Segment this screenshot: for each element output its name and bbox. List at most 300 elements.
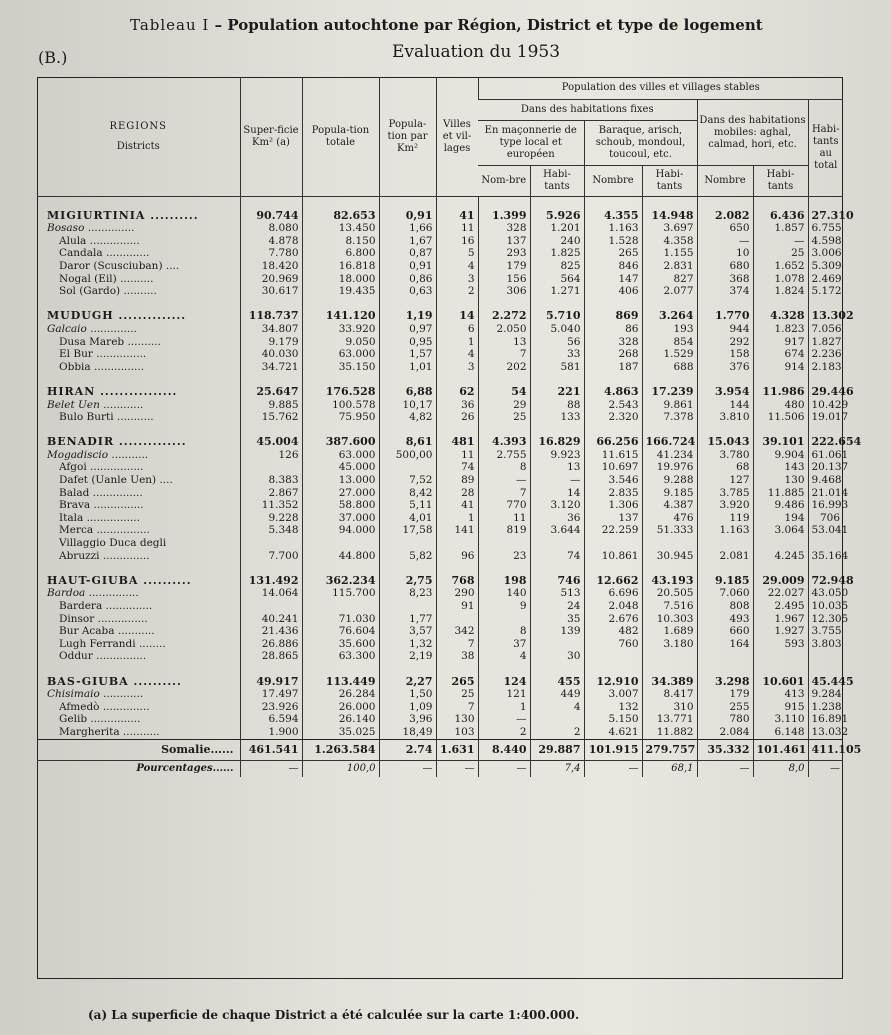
table-cell <box>642 537 697 550</box>
table-cell: 869 <box>584 310 642 323</box>
header-nombre-3: Nombre <box>697 166 753 197</box>
table-cell: 1,50 <box>379 688 436 701</box>
table-row-district <box>37 336 843 349</box>
table-cell: 5,11 <box>379 499 436 512</box>
table-cell: 137 <box>478 235 530 248</box>
table-cell <box>584 562 642 575</box>
table-cell: 137 <box>584 512 642 525</box>
table-cell: 72.948 <box>808 575 843 588</box>
table-cell: 14.948 <box>642 210 697 223</box>
row-label: Lugh Ferrandi ........ <box>59 637 166 650</box>
table-cell: 1.529 <box>642 348 697 361</box>
table-cell: 240 <box>530 235 584 248</box>
table-row-region <box>37 436 843 449</box>
table-cell: 265 <box>584 247 642 260</box>
table-cell: — <box>753 235 808 248</box>
table-row-district <box>37 499 843 512</box>
row-label: El Bur ............... <box>59 348 147 361</box>
table-cell <box>302 663 379 676</box>
header-nombre-2: Nombre <box>584 166 642 197</box>
table-cell: 18,49 <box>379 726 436 739</box>
header-villes: Villes et vil-lages <box>436 77 478 197</box>
table-cell: 9.486 <box>753 499 808 512</box>
table-cell: 0,91 <box>379 260 436 273</box>
table-cell: 68 <box>697 461 753 474</box>
table-cell <box>697 197 753 210</box>
table-cell: 1.238 <box>808 701 843 714</box>
row-label: Balad ............... <box>59 486 143 499</box>
table-cell: 2,27 <box>379 676 436 689</box>
row-label: Bulo Burti ........... <box>59 411 154 424</box>
table-cell: 17.497 <box>240 688 302 701</box>
table-cell: 9.050 <box>302 336 379 349</box>
row-label: Mogadiscio ........... <box>47 448 149 461</box>
table-cell: — <box>379 760 436 777</box>
row-label: HAUT-GIUBA .......... <box>47 573 192 587</box>
table-cell: 279.757 <box>642 739 697 760</box>
table-cell: 9.284 <box>808 688 843 701</box>
table-cell: 12.305 <box>808 613 843 626</box>
table-cell: 101.915 <box>584 739 642 760</box>
row-label: Dusa Mareb .......... <box>59 335 161 348</box>
table-cell: 6.148 <box>753 726 808 739</box>
table-cell: 1.201 <box>530 222 584 235</box>
table-cell: 846 <box>584 260 642 273</box>
table-cell: 21.014 <box>808 487 843 500</box>
table-cell: 147 <box>584 273 642 286</box>
table-cell: 2.077 <box>642 285 697 298</box>
table-cell: 202 <box>478 361 530 374</box>
table-cell <box>808 663 843 676</box>
table-cell: 481 <box>436 436 478 449</box>
table-cell: 38 <box>436 650 478 663</box>
table-cell: 9 <box>478 600 530 613</box>
table-cell: 45.004 <box>240 436 302 449</box>
table-cell <box>642 197 697 210</box>
table-cell: 10.429 <box>808 399 843 412</box>
table-cell: 24 <box>530 600 584 613</box>
table-row-district <box>37 235 843 248</box>
table-cell: 5.172 <box>808 285 843 298</box>
table-cell: 8.080 <box>240 222 302 235</box>
table-cell: 8 <box>478 625 530 638</box>
table-cell: 115.700 <box>302 587 379 600</box>
table-cell: 455 <box>530 676 584 689</box>
row-label: Merca ................ <box>59 524 150 537</box>
table-cell: 7.780 <box>240 247 302 260</box>
row-label: Abruzzi .............. <box>59 549 150 562</box>
table-cell <box>808 650 843 663</box>
table-cell: 4 <box>478 650 530 663</box>
table-cell: 4.598 <box>808 235 843 248</box>
table-cell: 26.140 <box>302 713 379 726</box>
table-cell: — <box>240 760 302 777</box>
table-cell <box>530 663 584 676</box>
table-cell <box>240 197 302 210</box>
table-row-district <box>37 613 843 626</box>
table-cell: 328 <box>584 336 642 349</box>
table-cell: 513 <box>530 587 584 600</box>
table-cell: 12.662 <box>584 575 642 588</box>
table-cell: 130 <box>753 474 808 487</box>
table-cell: 58.800 <box>302 499 379 512</box>
table-row-spacer <box>37 562 843 575</box>
table-cell: 342 <box>436 625 478 638</box>
table-cell: 3,57 <box>379 625 436 638</box>
table-cell: 10 <box>697 247 753 260</box>
table-cell: 7,4 <box>530 760 584 777</box>
table-cell: 1.927 <box>753 625 808 638</box>
table-cell: 917 <box>753 336 808 349</box>
table-row-district <box>37 600 843 613</box>
table-cell: 26 <box>436 411 478 424</box>
table-cell: 36 <box>530 512 584 525</box>
table-row-region <box>37 386 843 399</box>
table-cell: 746 <box>530 575 584 588</box>
row-label: Obbia ............... <box>59 360 145 373</box>
table-cell: 141.120 <box>302 310 379 323</box>
table-cell: 1,19 <box>379 310 436 323</box>
table-cell <box>240 537 302 550</box>
table-cell: 22.259 <box>584 524 642 537</box>
table-cell <box>240 461 302 474</box>
table-cell: 35.600 <box>302 638 379 651</box>
table-cell <box>379 537 436 550</box>
table-cell <box>753 663 808 676</box>
table-cell: 768 <box>436 575 478 588</box>
table-cell: 1 <box>436 336 478 349</box>
table-cell: 11.885 <box>753 487 808 500</box>
table-cell: 2.082 <box>697 210 753 223</box>
table-cell: 19.976 <box>642 461 697 474</box>
table-cell: 27.000 <box>302 487 379 500</box>
row-label: Galcaio .............. <box>47 322 137 335</box>
table-cell: 56 <box>530 336 584 349</box>
table-cell <box>240 663 302 676</box>
table-cell: 13.771 <box>642 713 697 726</box>
row-label: Nogal (Eil) .......... <box>59 272 154 285</box>
table-cell: 4 <box>436 260 478 273</box>
table-cell: 1.263.584 <box>302 739 379 760</box>
table-cell: 3.007 <box>584 688 642 701</box>
table-cell: 124 <box>478 676 530 689</box>
table-cell: — <box>436 760 478 777</box>
table-cell: 411.105 <box>808 739 843 760</box>
row-label <box>37 562 240 575</box>
table-row-district <box>37 650 843 663</box>
table-row-district <box>37 361 843 374</box>
table-cell: 7.060 <box>697 587 753 600</box>
table-cell: 5.040 <box>530 323 584 336</box>
table-row-region <box>37 575 843 588</box>
table-cell <box>478 537 530 550</box>
table-cell: 21.436 <box>240 625 302 638</box>
table-cell: 461.541 <box>240 739 302 760</box>
header-nombre: Nom-bre <box>478 166 530 197</box>
table-cell: 2.272 <box>478 310 530 323</box>
table-cell: 5 <box>436 247 478 260</box>
table-cell: 650 <box>697 222 753 235</box>
table-row-district <box>37 638 843 651</box>
table-cell: 23 <box>478 550 530 563</box>
table-row-district <box>37 273 843 286</box>
row-label <box>37 663 240 676</box>
table-cell: 30.617 <box>240 285 302 298</box>
table-cell: 825 <box>530 260 584 273</box>
table-cell: 17.239 <box>642 386 697 399</box>
table-cell: 141 <box>436 524 478 537</box>
table-cell: 0,95 <box>379 336 436 349</box>
table-cell: 43.050 <box>808 587 843 600</box>
table-cell: 68,1 <box>642 760 697 777</box>
table-cell: 11.506 <box>753 411 808 424</box>
table-cell: 3.006 <box>808 247 843 260</box>
table-row-capital <box>37 399 843 412</box>
table-row-pct <box>37 760 843 777</box>
table-cell: 37.000 <box>302 512 379 525</box>
table-cell: 10.303 <box>642 613 697 626</box>
header-superficie: Super-ficie Km² (a) <box>240 77 302 197</box>
table-cell: 36 <box>436 399 478 412</box>
table-row-district <box>37 713 843 726</box>
table-cell: 20.505 <box>642 587 697 600</box>
table-cell: 37 <box>478 638 530 651</box>
table-cell: 8.383 <box>240 474 302 487</box>
table-cell: 4.387 <box>642 499 697 512</box>
table-cell: 2.050 <box>478 323 530 336</box>
table-cell: 1.399 <box>478 210 530 223</box>
table-row-district <box>37 260 843 273</box>
header-districts-label: Districts <box>116 140 160 152</box>
row-label: HIRAN ................ <box>47 384 178 398</box>
table-cell: 9.904 <box>753 449 808 462</box>
table-cell <box>436 197 478 210</box>
table-cell: 4.328 <box>753 310 808 323</box>
table-cell: 100.578 <box>302 399 379 412</box>
table-cell: 293 <box>478 247 530 260</box>
table-cell: 12.910 <box>584 676 642 689</box>
table-cell: 11.352 <box>240 499 302 512</box>
table-cell: 8,42 <box>379 487 436 500</box>
table-cell: 13 <box>530 461 584 474</box>
table-row-capital <box>37 449 843 462</box>
table-row-district <box>37 512 843 525</box>
table-cell: 9.179 <box>240 336 302 349</box>
table-cell: 2.236 <box>808 348 843 361</box>
row-label: Afmedò .............. <box>59 700 150 713</box>
table-cell: 144 <box>697 399 753 412</box>
table-cell: 30 <box>530 650 584 663</box>
table-row-district <box>37 625 843 638</box>
table-cell: 6.755 <box>808 222 843 235</box>
table-cell: 187 <box>584 361 642 374</box>
table-cell <box>302 197 379 210</box>
table-cell <box>302 600 379 613</box>
table-cell: 76.604 <box>302 625 379 638</box>
table-row-capital <box>37 222 843 235</box>
table-cell: 90.744 <box>240 210 302 223</box>
table-cell <box>379 600 436 613</box>
table-cell: 74 <box>436 461 478 474</box>
table-cell: 4 <box>530 701 584 714</box>
table-cell: 54 <box>478 386 530 399</box>
table-cell: — <box>530 474 584 487</box>
row-label: BAS-GIUBA .......... <box>47 674 182 688</box>
table-cell: 7.378 <box>642 411 697 424</box>
table-cell <box>642 663 697 676</box>
table-cell: 4.863 <box>584 386 642 399</box>
header-density: Popula-tion par Km² <box>379 77 436 197</box>
table-cell: 780 <box>697 713 753 726</box>
table-cell: 53.041 <box>808 524 843 537</box>
table-cell: 16.818 <box>302 260 379 273</box>
table-cell: 14 <box>436 310 478 323</box>
table-cell: 1.528 <box>584 235 642 248</box>
table-cell: — <box>808 760 843 777</box>
table-cell: 25 <box>478 411 530 424</box>
table-cell <box>808 537 843 550</box>
table-cell <box>436 562 478 575</box>
header-habitants: Habi-tants <box>530 166 584 197</box>
table-row-district <box>37 537 843 550</box>
table-cell: 1.827 <box>808 336 843 349</box>
table-cell: 11 <box>436 222 478 235</box>
table-cell: 265 <box>436 676 478 689</box>
table-cell: 3.780 <box>697 449 753 462</box>
table-cell: 5.309 <box>808 260 843 273</box>
table-body <box>37 197 862 777</box>
title-prefix: Tableau I <box>130 16 210 34</box>
table-cell: 3.264 <box>642 310 697 323</box>
table-cell: 3.785 <box>697 487 753 500</box>
table-cell: 7 <box>436 638 478 651</box>
table-cell: 35.164 <box>808 550 843 563</box>
table-cell: 33 <box>530 348 584 361</box>
table-cell: 13.450 <box>302 222 379 235</box>
table-cell: 62 <box>436 386 478 399</box>
table-cell: 2.831 <box>642 260 697 273</box>
table-cell: 94.000 <box>302 524 379 537</box>
table-cell: 140 <box>478 587 530 600</box>
table-cell: 9.228 <box>240 512 302 525</box>
table-cell: 34.721 <box>240 361 302 374</box>
table-cell <box>697 663 753 676</box>
table-cell: 1.825 <box>530 247 584 260</box>
table-cell: 581 <box>530 361 584 374</box>
header-total: Habi-tants au total <box>808 100 843 197</box>
table-cell: 15.762 <box>240 411 302 424</box>
table-cell: 2.469 <box>808 273 843 286</box>
table-cell: 39.101 <box>753 436 808 449</box>
table-cell: 1,01 <box>379 361 436 374</box>
table-cell: 7,52 <box>379 474 436 487</box>
table-cell: 915 <box>753 701 808 714</box>
table-cell: 121 <box>478 688 530 701</box>
table-cell: 71.030 <box>302 613 379 626</box>
table-cell: 1.900 <box>240 726 302 739</box>
table-cell: 20.969 <box>240 273 302 286</box>
table-cell: 11.882 <box>642 726 697 739</box>
table-cell: 139 <box>530 625 584 638</box>
table-cell: 290 <box>436 587 478 600</box>
table-cell: 61.061 <box>808 449 843 462</box>
table-row-district <box>37 461 843 474</box>
table-cell: 179 <box>697 688 753 701</box>
table-cell: 1.271 <box>530 285 584 298</box>
table-cell: 6.696 <box>584 587 642 600</box>
table-cell: 17,58 <box>379 524 436 537</box>
table-cell: 1,66 <box>379 222 436 235</box>
table-cell: 13.302 <box>808 310 843 323</box>
table-cell: 35.150 <box>302 361 379 374</box>
table-cell: 13 <box>478 336 530 349</box>
table-cell: 10.861 <box>584 550 642 563</box>
table-cell: 476 <box>642 512 697 525</box>
table-cell: 376 <box>697 361 753 374</box>
table-cell: 18.420 <box>240 260 302 273</box>
table-cell <box>240 600 302 613</box>
table-cell: 10.035 <box>808 600 843 613</box>
table-cell: 119 <box>697 512 753 525</box>
table-cell: 0,86 <box>379 273 436 286</box>
table-cell: 8.150 <box>302 235 379 248</box>
table-cell: 222.654 <box>808 436 843 449</box>
table-cell: 493 <box>697 613 753 626</box>
table-cell: 1.967 <box>753 613 808 626</box>
table-cell: 6,88 <box>379 386 436 399</box>
table-cell: 103 <box>436 726 478 739</box>
table-row-capital <box>37 587 843 600</box>
table-cell: 2,19 <box>379 650 436 663</box>
table-cell: 944 <box>697 323 753 336</box>
table-cell: 101.461 <box>753 739 808 760</box>
table-cell: 3 <box>436 273 478 286</box>
table-cell: 292 <box>697 336 753 349</box>
table-cell: 11.615 <box>584 449 642 462</box>
table-cell: 7 <box>478 487 530 500</box>
table-cell: 2.74 <box>379 739 436 760</box>
table-cell: 43.193 <box>642 575 697 588</box>
table-cell: 25 <box>753 247 808 260</box>
table-row-region <box>37 210 843 223</box>
row-label: Brava ............... <box>59 499 144 512</box>
table-cell: 4.878 <box>240 235 302 248</box>
table-cell: 1,09 <box>379 701 436 714</box>
header-mobiles: Dans des habitations mobiles: aghal, calmad, hori, etc. <box>697 100 808 166</box>
row-label: Gelib ............... <box>59 713 141 726</box>
table-cell <box>379 562 436 575</box>
table-cell: 827 <box>642 273 697 286</box>
table-cell: 176.528 <box>302 386 379 399</box>
row-label: Bosaso .............. <box>47 222 135 235</box>
table-cell: 6.436 <box>753 210 808 223</box>
table-cell: 8,23 <box>379 587 436 600</box>
table-cell: 16.993 <box>808 499 843 512</box>
table-cell: 8 <box>478 461 530 474</box>
table-cell: 40.241 <box>240 613 302 626</box>
table-cell: 86 <box>584 323 642 336</box>
table-cell <box>436 613 478 626</box>
table-cell: 3.920 <box>697 499 753 512</box>
table-cell: 10.697 <box>584 461 642 474</box>
table-cell: 29.446 <box>808 386 843 399</box>
table-cell <box>808 197 843 210</box>
table-cell <box>584 650 642 663</box>
table-cell: 19.435 <box>302 285 379 298</box>
table-cell: 413 <box>753 688 808 701</box>
table-cell: 480 <box>753 399 808 412</box>
table-cell: 13.000 <box>302 474 379 487</box>
